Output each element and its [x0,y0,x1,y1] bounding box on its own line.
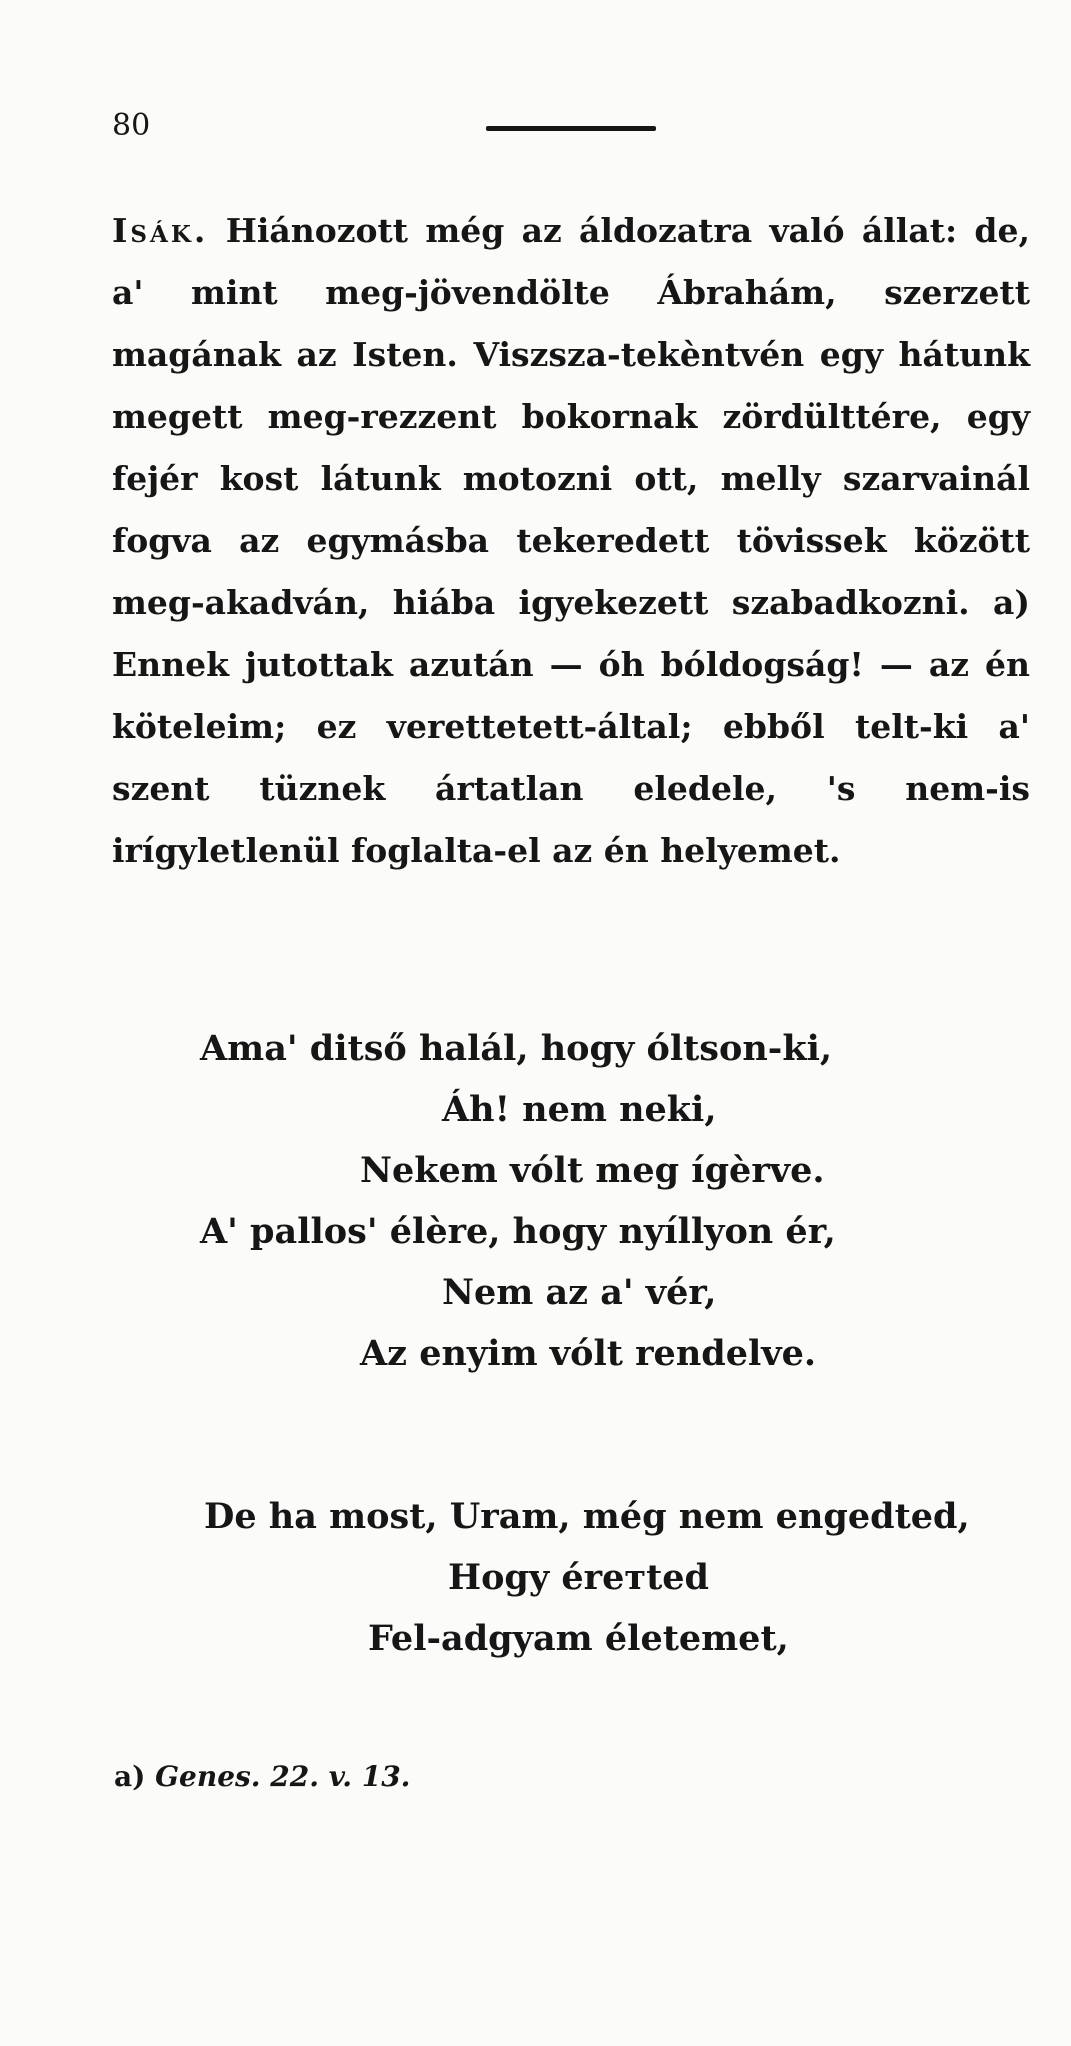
footnote-reference: Genes. 22. v. 13. [155,1760,411,1793]
verse-line: Hogy érетted [448,1557,709,1598]
footnote-mark: a) [114,1760,146,1793]
verse-line: De ha most, Uram, még nem engedted, [204,1496,970,1537]
header-rule [486,126,656,131]
prose-text: Hiánozott még az áldozatra való állat: de, a' mint meg-jövendölte Ábrahám, szerzett magának az Isten. Viszsza-tekèntvén egy hátunk megett meg-rezzent bokornak zördülttére, egy fejér kost látunk motozni ott, melly szarvainál fogva az egymásba tekeredett tövissek között meg-akadván, hiába igyekezett szabadkozni. a) Ennek jutottak azután — óh bóldogság! — az én köteleim; ez verettetett-által; ebből telt-ki a' szent tüznek ártatlan eledele, 's nem-is irígyletlenül foglalta-el az én helyemet. [112,211,1030,870]
verse-line: A' pallos' élère, hogy nyíllyon ér, [200,1211,836,1252]
verse-line: Áh! nem neki, [442,1089,717,1130]
verse-line: Az enyim vólt rendelve. [360,1333,817,1374]
footnote [114,1760,410,1793]
verse-line: Nekem vólt meg ígèrve. [360,1150,825,1191]
prose-paragraph [112,200,1030,882]
page-number: 80 [112,108,151,143]
speaker-name: Isák. [112,211,209,250]
verse-line: Nem az a' vér, [442,1272,717,1313]
verse-line: Fel-adgyam életemet, [368,1618,789,1659]
verse-line: Ama' ditső halál, hogy óltson-ki, [200,1028,833,1069]
